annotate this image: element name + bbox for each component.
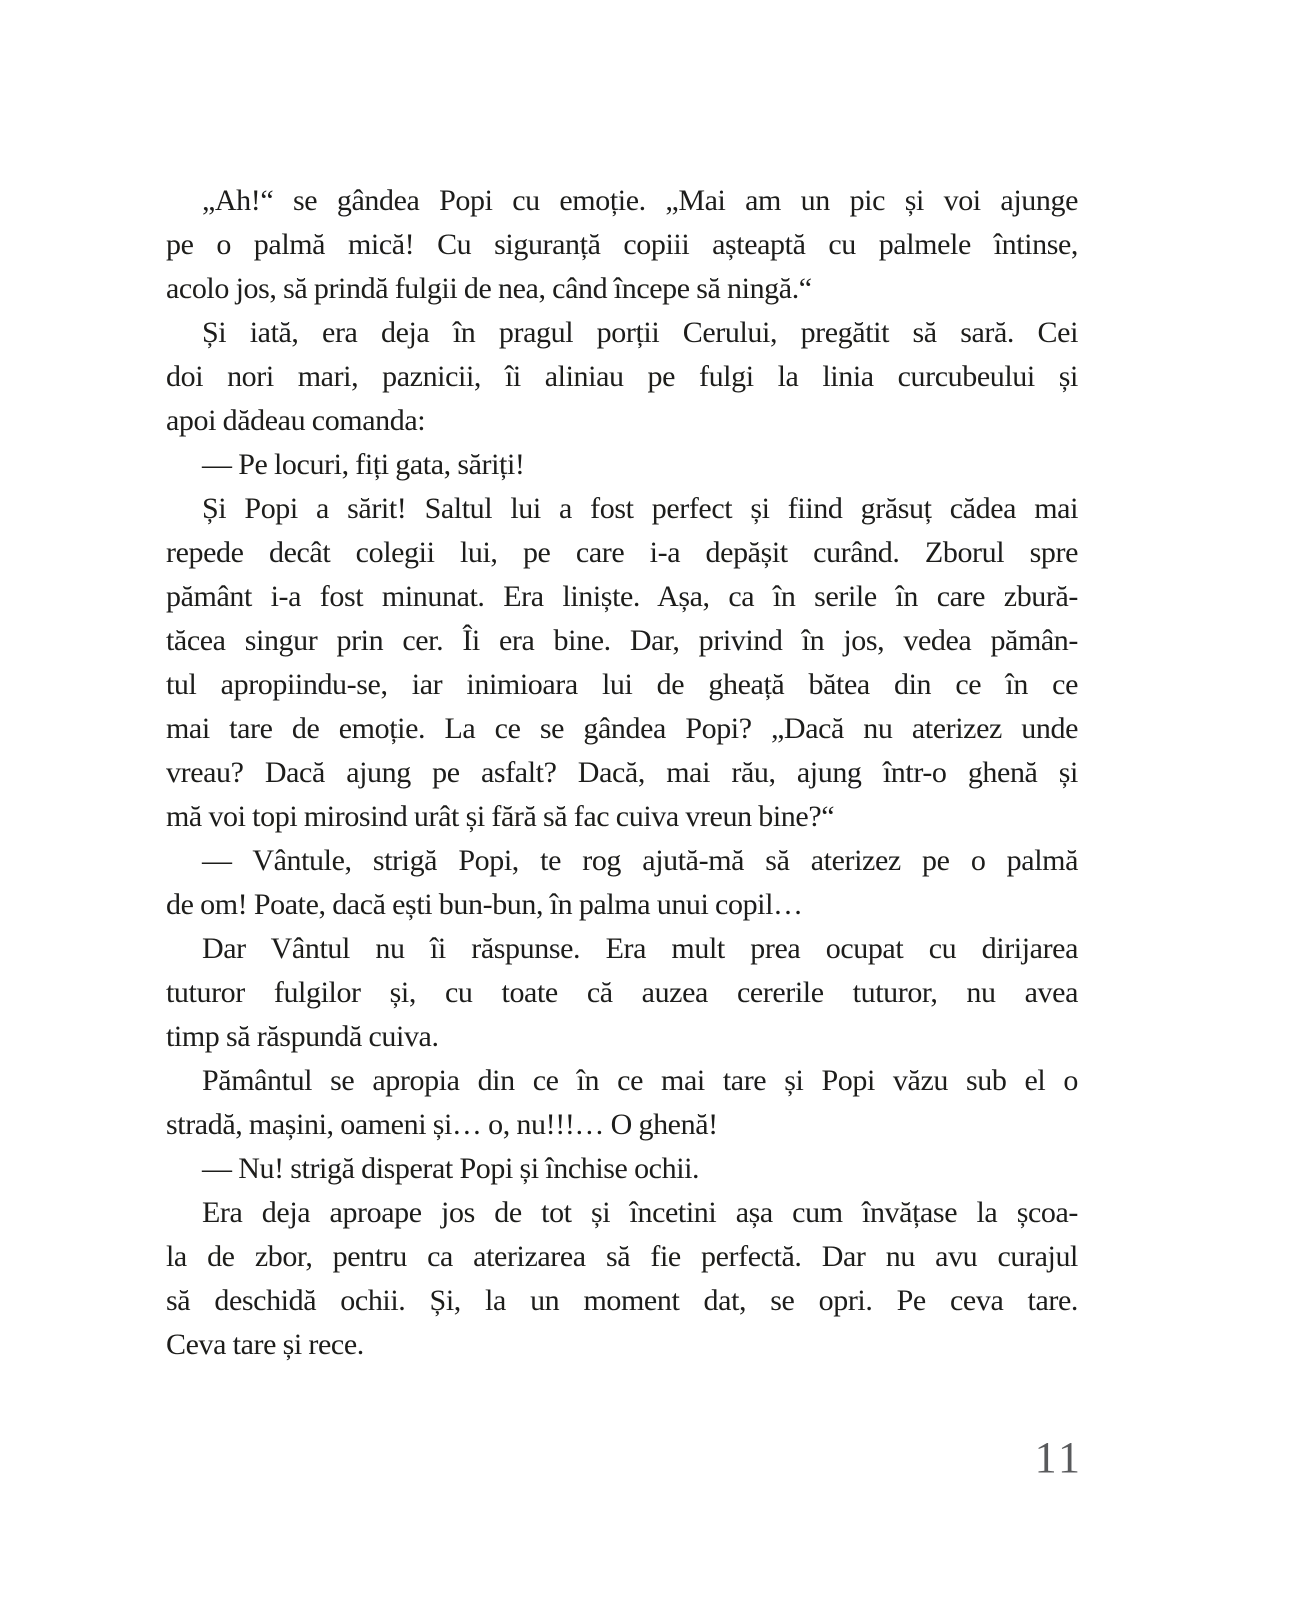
text-line: Și iată, era deja în pragul porții Cerului, pregătit să sară. Cei xyxy=(202,316,1078,349)
text-line: Pământul se apropia din ce în ce mai tare și Popi văzu sub el o xyxy=(202,1064,1078,1097)
text-line: tul apropiindu-se, iar inimioara lui de gheață bătea din ce în ce xyxy=(166,668,1078,701)
text-line: — Pe locuri, fiți gata, săriți! xyxy=(202,448,525,481)
text-line: să deschidă ochii. Și, la un moment dat, se opri. Pe ceva tare. xyxy=(166,1284,1078,1317)
page-number: 11 xyxy=(1034,1433,1083,1482)
text-line: la de zbor, pentru ca aterizarea să fie perfectă. Dar nu avu curajul xyxy=(166,1240,1078,1273)
text-line: tăcea singur prin cer. Îi era bine. Dar, privind în jos, vedea pămân- xyxy=(166,624,1078,657)
text-line: repede decât colegii lui, pe care i-a depășit curând. Zborul spre xyxy=(166,536,1078,569)
text-line: de om! Poate, dacă ești bun-bun, în palma unui copil… xyxy=(166,888,803,921)
text-line: pământ i-a fost minunat. Era liniște. Așa, ca în serile în care zbură- xyxy=(166,580,1078,613)
text-line: Era deja aproape jos de tot și încetini așa cum învățase la școa- xyxy=(202,1196,1078,1229)
text-line: timp să răspundă cuiva. xyxy=(166,1020,439,1053)
text-line: mai tare de emoție. La ce se gândea Popi? „Dacă nu aterizez unde xyxy=(166,712,1078,745)
text-line: Și Popi a sărit! Saltul lui a fost perfect și fiind grăsuț cădea mai xyxy=(202,492,1078,525)
text-line: apoi dădeau comanda: xyxy=(166,404,426,437)
text-line: mă voi topi mirosind urât și fără să fac cuiva vreun bine?“ xyxy=(166,800,835,833)
text-line: pe o palmă mică! Cu siguranță copiii așteaptă cu palmele întinse, xyxy=(166,228,1078,261)
text-line: acolo jos, să prindă fulgii de nea, când începe să ningă.“ xyxy=(166,272,812,305)
text-line: doi nori mari, paznicii, îi aliniau pe fulgi la linia curcubeului și xyxy=(166,360,1078,393)
text-line: „Ah!“ se gândea Popi cu emoție. „Mai am un pic și voi ajunge xyxy=(202,184,1078,217)
text-line: vreau? Dacă ajung pe asfalt? Dacă, mai rău, ajung într-o ghenă și xyxy=(166,756,1078,789)
text-line: tuturor fulgilor și, cu toate că auzea cererile tuturor, nu avea xyxy=(166,976,1078,1009)
text-line: Dar Vântul nu îi răspunse. Era mult prea ocupat cu dirijarea xyxy=(202,932,1078,965)
text-line: — Vântule, strigă Popi, te rog ajută-mă să aterizez pe o palmă xyxy=(202,844,1078,877)
text-line: — Nu! strigă disperat Popi și închise ochii. xyxy=(202,1152,700,1185)
text-line: stradă, mașini, oameni și… o, nu!!!… O ghenă! xyxy=(166,1108,718,1141)
text-block xyxy=(166,179,1078,1367)
text-line: Ceva tare și rece. xyxy=(166,1328,364,1361)
